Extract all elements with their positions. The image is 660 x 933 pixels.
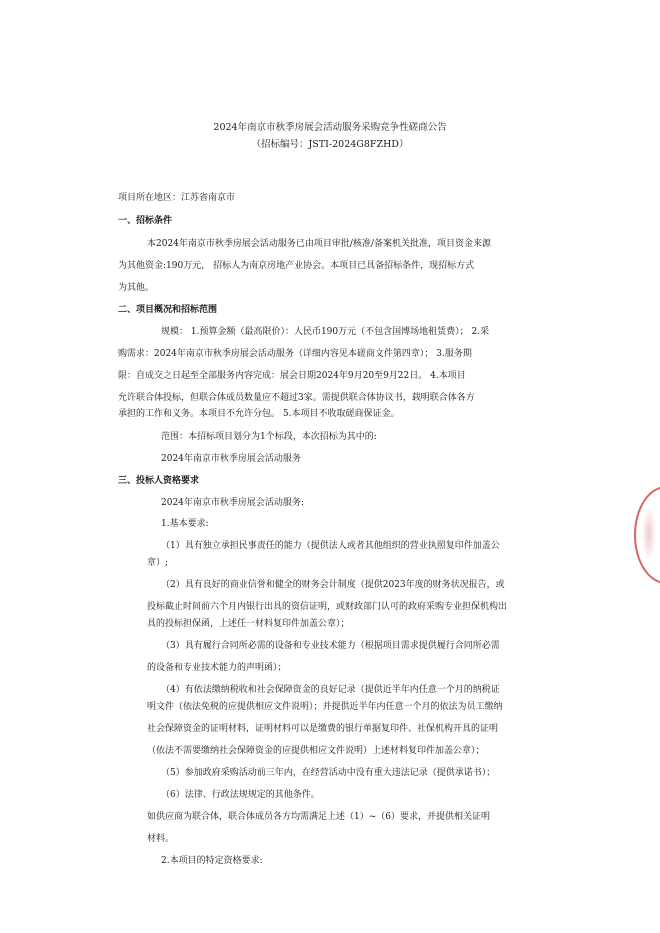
- section-3-line: （2）具有良好的商业信誉和健全的财务会计制度（提供2023年度的财务状况报告，或: [161, 580, 505, 590]
- document-title: 2024年南京市秋季房展会活动服务采购竞争性磋商公告: [213, 122, 447, 133]
- section-3-line: （4）有依法缴纳税收和社会保障资金的良好记录（提供近半年内任意一个月的纳税证: [161, 685, 500, 695]
- section-3-line: 的设备和专业技术能力的声明函）；: [147, 663, 287, 673]
- section-3-line: （6）法律、行政法规规定的其他条件。: [161, 790, 320, 800]
- section-2-line: 限：自成交之日起至全部服务内容完成：展会日期2024年9月20至9月22日。 4.本项目: [118, 371, 466, 381]
- section-1-line: 为其他资金:190万元， 招标人为南京房地产业协会。本项目已具备招标条件，现招标方式: [118, 261, 475, 271]
- section-2-line: 规模： 1.预算金额（最高限价）：人民币190万元（不包含国博场地租赁费）； 2.采: [161, 327, 490, 337]
- section-2-line: 购需求：2024年南京市秋季房展会活动服务（详细内容见本磋商文件第四章）； 3.服务期: [118, 349, 472, 359]
- section-2-heading: 二、项目概况和招标范围: [118, 305, 218, 315]
- section-3-line: 如供应商为联合体，联合体成员各方均需满足上述（1）~（6）要求，并提供相关证明: [147, 812, 490, 822]
- section-3-line: （依法不需要缴纳社会保障资金的应提供相应文件说明）上述材料复印件加盖公章）；: [147, 746, 485, 756]
- section-2-scope: 范围：本招标项目划分为1个标段，本次招标为其中的:: [161, 432, 377, 442]
- section-1-heading: 一、招标条件: [118, 216, 173, 226]
- section-2-line: 允许联合体投标，但联合体成员数量应不超过3家。需提供联合体协议书，载明联合体各方: [118, 393, 475, 403]
- section-3-line: （1）具有独立承担民事责任的能力（提供法人或者其他组织的营业执照复印件加盖公: [161, 541, 500, 551]
- section-3-line: 具的投标担保函，上述任一材料复印件加盖公章）；: [147, 619, 350, 629]
- section-3-line: 2.本项目的特定资格要求:: [161, 856, 263, 866]
- section-1-line: 为其他。: [118, 283, 155, 293]
- section-3-line: （3）具有履行合同所必需的设备和专业技术能力（根据项目需求提供履行合同所必需: [161, 641, 500, 651]
- section-3-line: 章）;: [147, 558, 169, 568]
- section-3-line: （5）参加政府采购活动前三年内，在经营活动中没有重大违法记录（提供承诺书）；: [161, 768, 496, 778]
- section-1-line: 本2024年南京市秋季房展会活动服务已由项目审批/核准/备案机关批准，项目资金来源: [147, 239, 491, 249]
- section-2-lot: 2024年南京市秋季房展会活动服务: [161, 454, 301, 464]
- section-3-line: 投标截止时间前六个月内银行出具的资信证明，或财政部门认可的政府采购专业担保机构出: [147, 602, 508, 612]
- section-2-line: 承担的工作和义务。本项目不允许分包。 5.本项目不收取磋商保证金。: [118, 409, 400, 419]
- section-3-line: 明文件（依法免税的应提供相应文件说明）；并提供近半年内任意一个月的依法为员工缴纳: [147, 702, 503, 712]
- section-3-line: 1.基本要求:: [161, 519, 209, 529]
- red-seal-stamp: [634, 486, 660, 584]
- project-location: 项目所在地区：江苏省南京市: [118, 193, 236, 203]
- tender-number: （招标编号：JSTI-2024G8FZHD）: [251, 139, 409, 150]
- section-3-line: 材料。: [147, 834, 175, 844]
- section-3-line: 2024年南京市秋季房展会活动服务:: [161, 498, 304, 508]
- section-3-line: 社会保障资金的证明材料，证明材料可以是缴费的银行单据复印件、社保机构开具的证明: [147, 724, 499, 734]
- section-3-heading: 三、投标人资格要求: [118, 476, 200, 486]
